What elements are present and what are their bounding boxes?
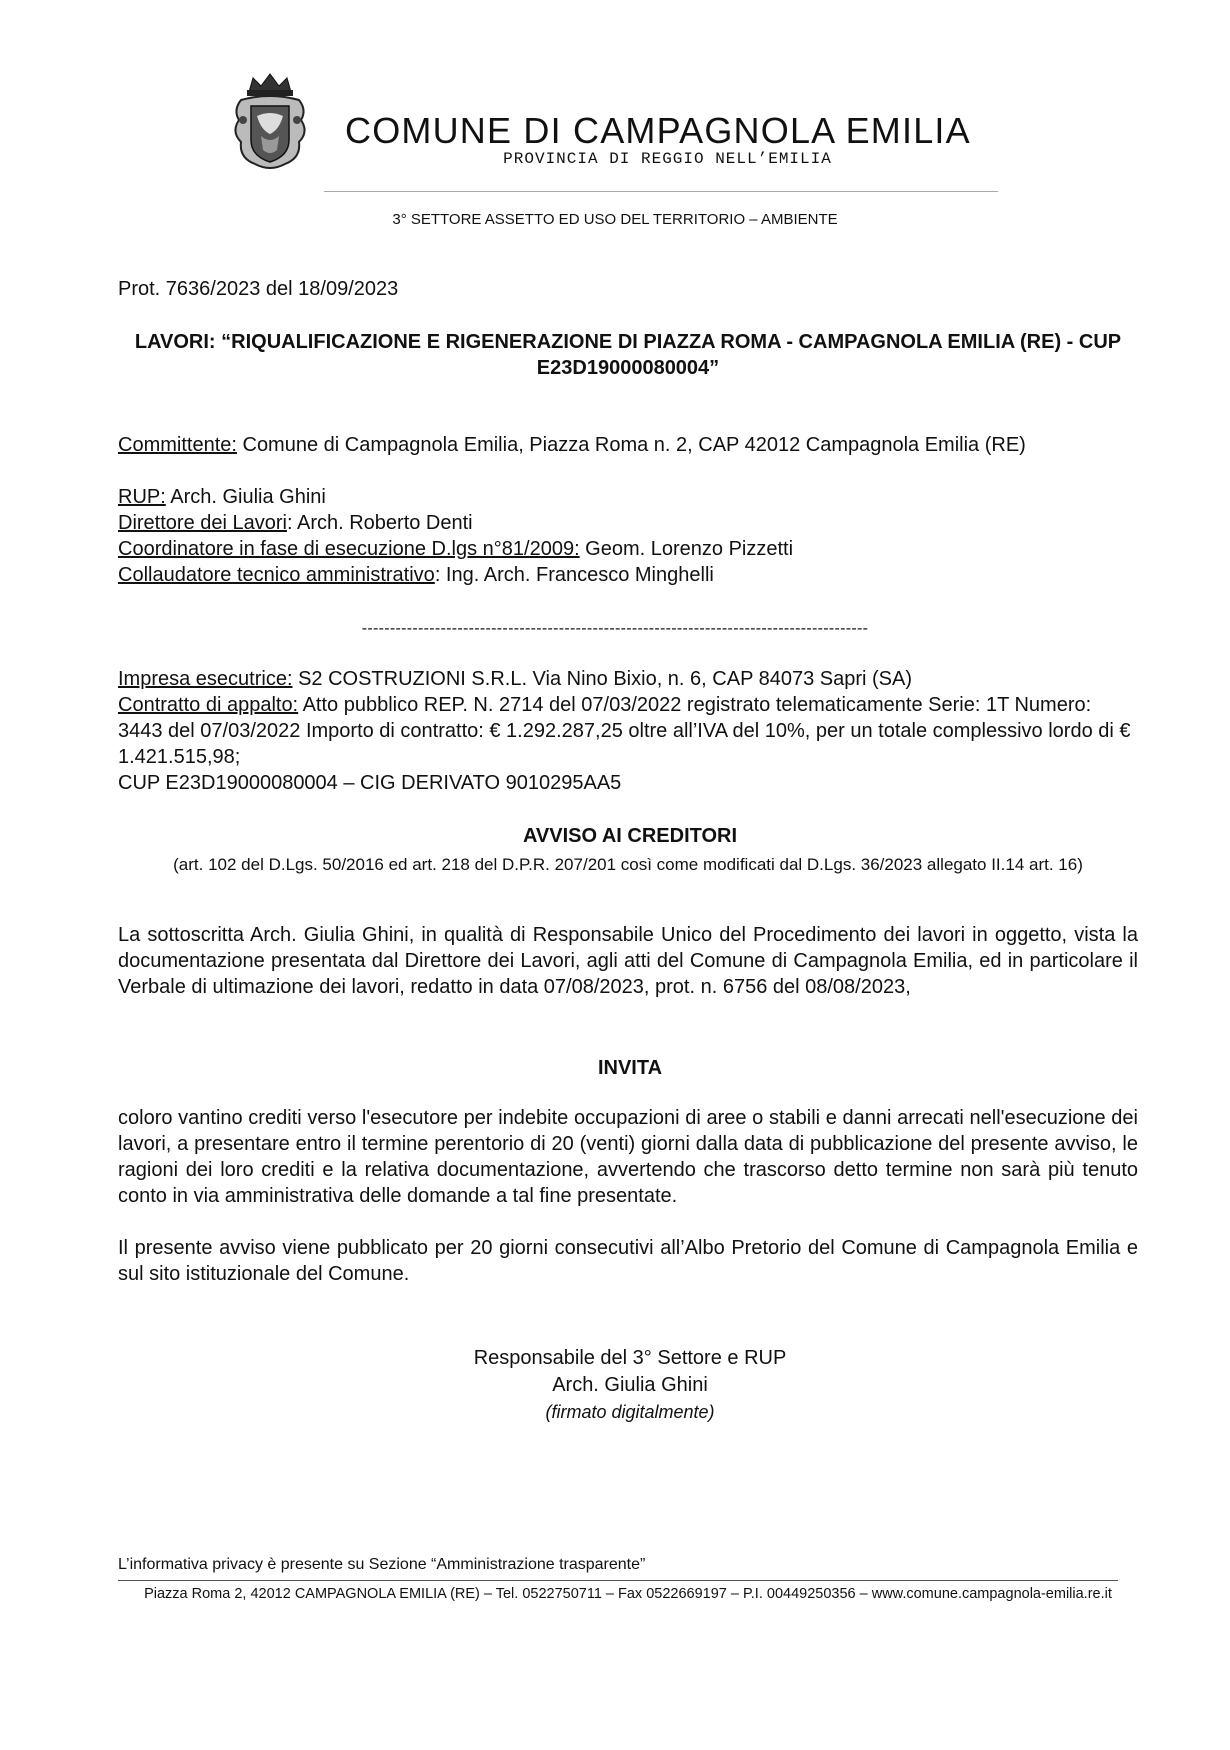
provincia-subtitle: PROVINCIA DI REGGIO NELL’EMILIA bbox=[503, 150, 832, 168]
coordinatore-line bbox=[118, 536, 1138, 562]
committente-value: Comune di Campagnola Emilia, Piazza Roma n. 2, CAP 42012 Campagnola Emilia (RE) bbox=[236, 434, 1026, 456]
impresa-label: Impresa esecutrice: bbox=[118, 668, 293, 690]
avviso-subtitle: (art. 102 del D.Lgs. 50/2016 ed art. 218 del D.P.R. 207/201 così come modificati dal D.Lgs. 36/2023 allegato II.14 art. 16) bbox=[173, 855, 1083, 874]
footer-divider bbox=[118, 1580, 1118, 1581]
contratto-label: Contratto di appalto: bbox=[118, 694, 299, 716]
contratto-value: Atto pubblico REP. N. 2714 del 07/03/2022 registrato telematicamente Serie: 1T Numero: 3443 del 07/03/2022 Importo di contratto: € 1.292.287,25 oltre all’IVA del 10%, per un totale complessivo lordo di € 1.421.515,98; bbox=[118, 694, 1131, 768]
invito-paragraph: coloro vantino crediti verso l'esecutore per indebite occupazioni di aree o stabili e danni arrecati nell'esecuzione dei lavori, a presentare entro il termine perentorio di 20 (venti) giorni dalla data di pubblicazione del presente avviso, le ragioni dei loro crediti e la relativa documentazione, avvertendo che trascorso detto termine non sarà più tenuto conto in via amministrativa delle domande a tal fine presentate. bbox=[118, 1107, 1138, 1207]
protocol-number: Prot. 7636/2023 del 18/09/2023 bbox=[118, 278, 399, 300]
collaudatore-line bbox=[118, 562, 1138, 588]
settore-heading: 3° SETTORE ASSETTO ED USO DEL TERRITORIO – AMBIENTE bbox=[392, 211, 838, 228]
collaudatore-label: Collaudatore tecnico amministrativo bbox=[118, 564, 435, 586]
comune-title: COMUNE DI CAMPAGNOLA EMILIA bbox=[345, 110, 971, 151]
pubblicazione-paragraph: Il presente avviso viene pubblicato per 20 giorni consecutivi all’Albo Pretorio del Comune di Campagnola Emilia e sul sito istituzionale del Comune. bbox=[118, 1237, 1138, 1285]
invita-heading: INVITA bbox=[597, 1057, 663, 1079]
direttore-value: : Arch. Roberto Denti bbox=[286, 512, 473, 534]
header-divider bbox=[324, 191, 998, 192]
signature-block bbox=[0, 1345, 1230, 1426]
cup-cig-line: CUP E23D19000080004 – CIG DERIVATO 9010295AA5 bbox=[118, 772, 622, 794]
lavori-title: LAVORI: “RIQUALIFICAZIONE E RIGENERAZIONE DI PIAZZA ROMA - CAMPAGNOLA EMILIA (RE) - CUP E23D19000080004” bbox=[134, 331, 1122, 379]
dashed-separator: ------------------------------------------------------------------------------------------ bbox=[361, 620, 869, 637]
coat-of-arms-icon bbox=[229, 70, 311, 172]
collaudatore-value: : Ing. Arch. Francesco Minghelli bbox=[434, 564, 714, 586]
coordinatore-value: Geom. Lorenzo Pizzetti bbox=[579, 538, 794, 560]
signature-note: (firmato digitalmente) bbox=[545, 1402, 715, 1422]
impresa-line bbox=[118, 666, 1138, 692]
committente-label: Committente: bbox=[118, 434, 237, 456]
contratto-line bbox=[118, 692, 1138, 770]
direttore-line bbox=[118, 510, 1138, 536]
privacy-note: L’informativa privacy è presente su Sezione “Amministrazione trasparente” bbox=[118, 1556, 646, 1573]
committente-line bbox=[118, 432, 1138, 458]
rup-value: Arch. Giulia Ghini bbox=[165, 486, 326, 508]
avviso-title: AVVISO AI CREDITORI bbox=[522, 825, 738, 847]
intro-paragraph: La sottoscritta Arch. Giulia Ghini, in qualità di Responsabile Unico del Procedimento dei lavori in oggetto, vista la documentazione presentata dal Direttore dei Lavori, agli atti del Comune di Campagnola Emilia, ed in particolare il Verbale di ultimazione dei lavori, redatto in data 07/08/2023, prot. n. 6756 del 08/08/2023, bbox=[118, 924, 1138, 998]
impresa-value: S2 COSTRUZIONI S.R.L. Via Nino Bixio, n. 6, CAP 84073 Sapri (SA) bbox=[292, 668, 913, 690]
footer-address: Piazza Roma 2, 42012 CAMPAGNOLA EMILIA (RE) – Tel. 0522750711 – Fax 0522669197 – P.I. 00449250356 – www.comune.campagnola-emilia.re.it bbox=[144, 1586, 1112, 1602]
rup-line bbox=[118, 484, 1138, 510]
rup-label: RUP: bbox=[118, 486, 166, 508]
direttore-label: Direttore dei Lavori bbox=[118, 512, 287, 534]
coordinatore-label: Coordinatore in fase di esecuzione D.lgs n°81/2009: bbox=[118, 538, 580, 560]
signature-role: Responsabile del 3° Settore e RUP bbox=[473, 1347, 787, 1369]
signature-name: Arch. Giulia Ghini bbox=[552, 1374, 708, 1396]
